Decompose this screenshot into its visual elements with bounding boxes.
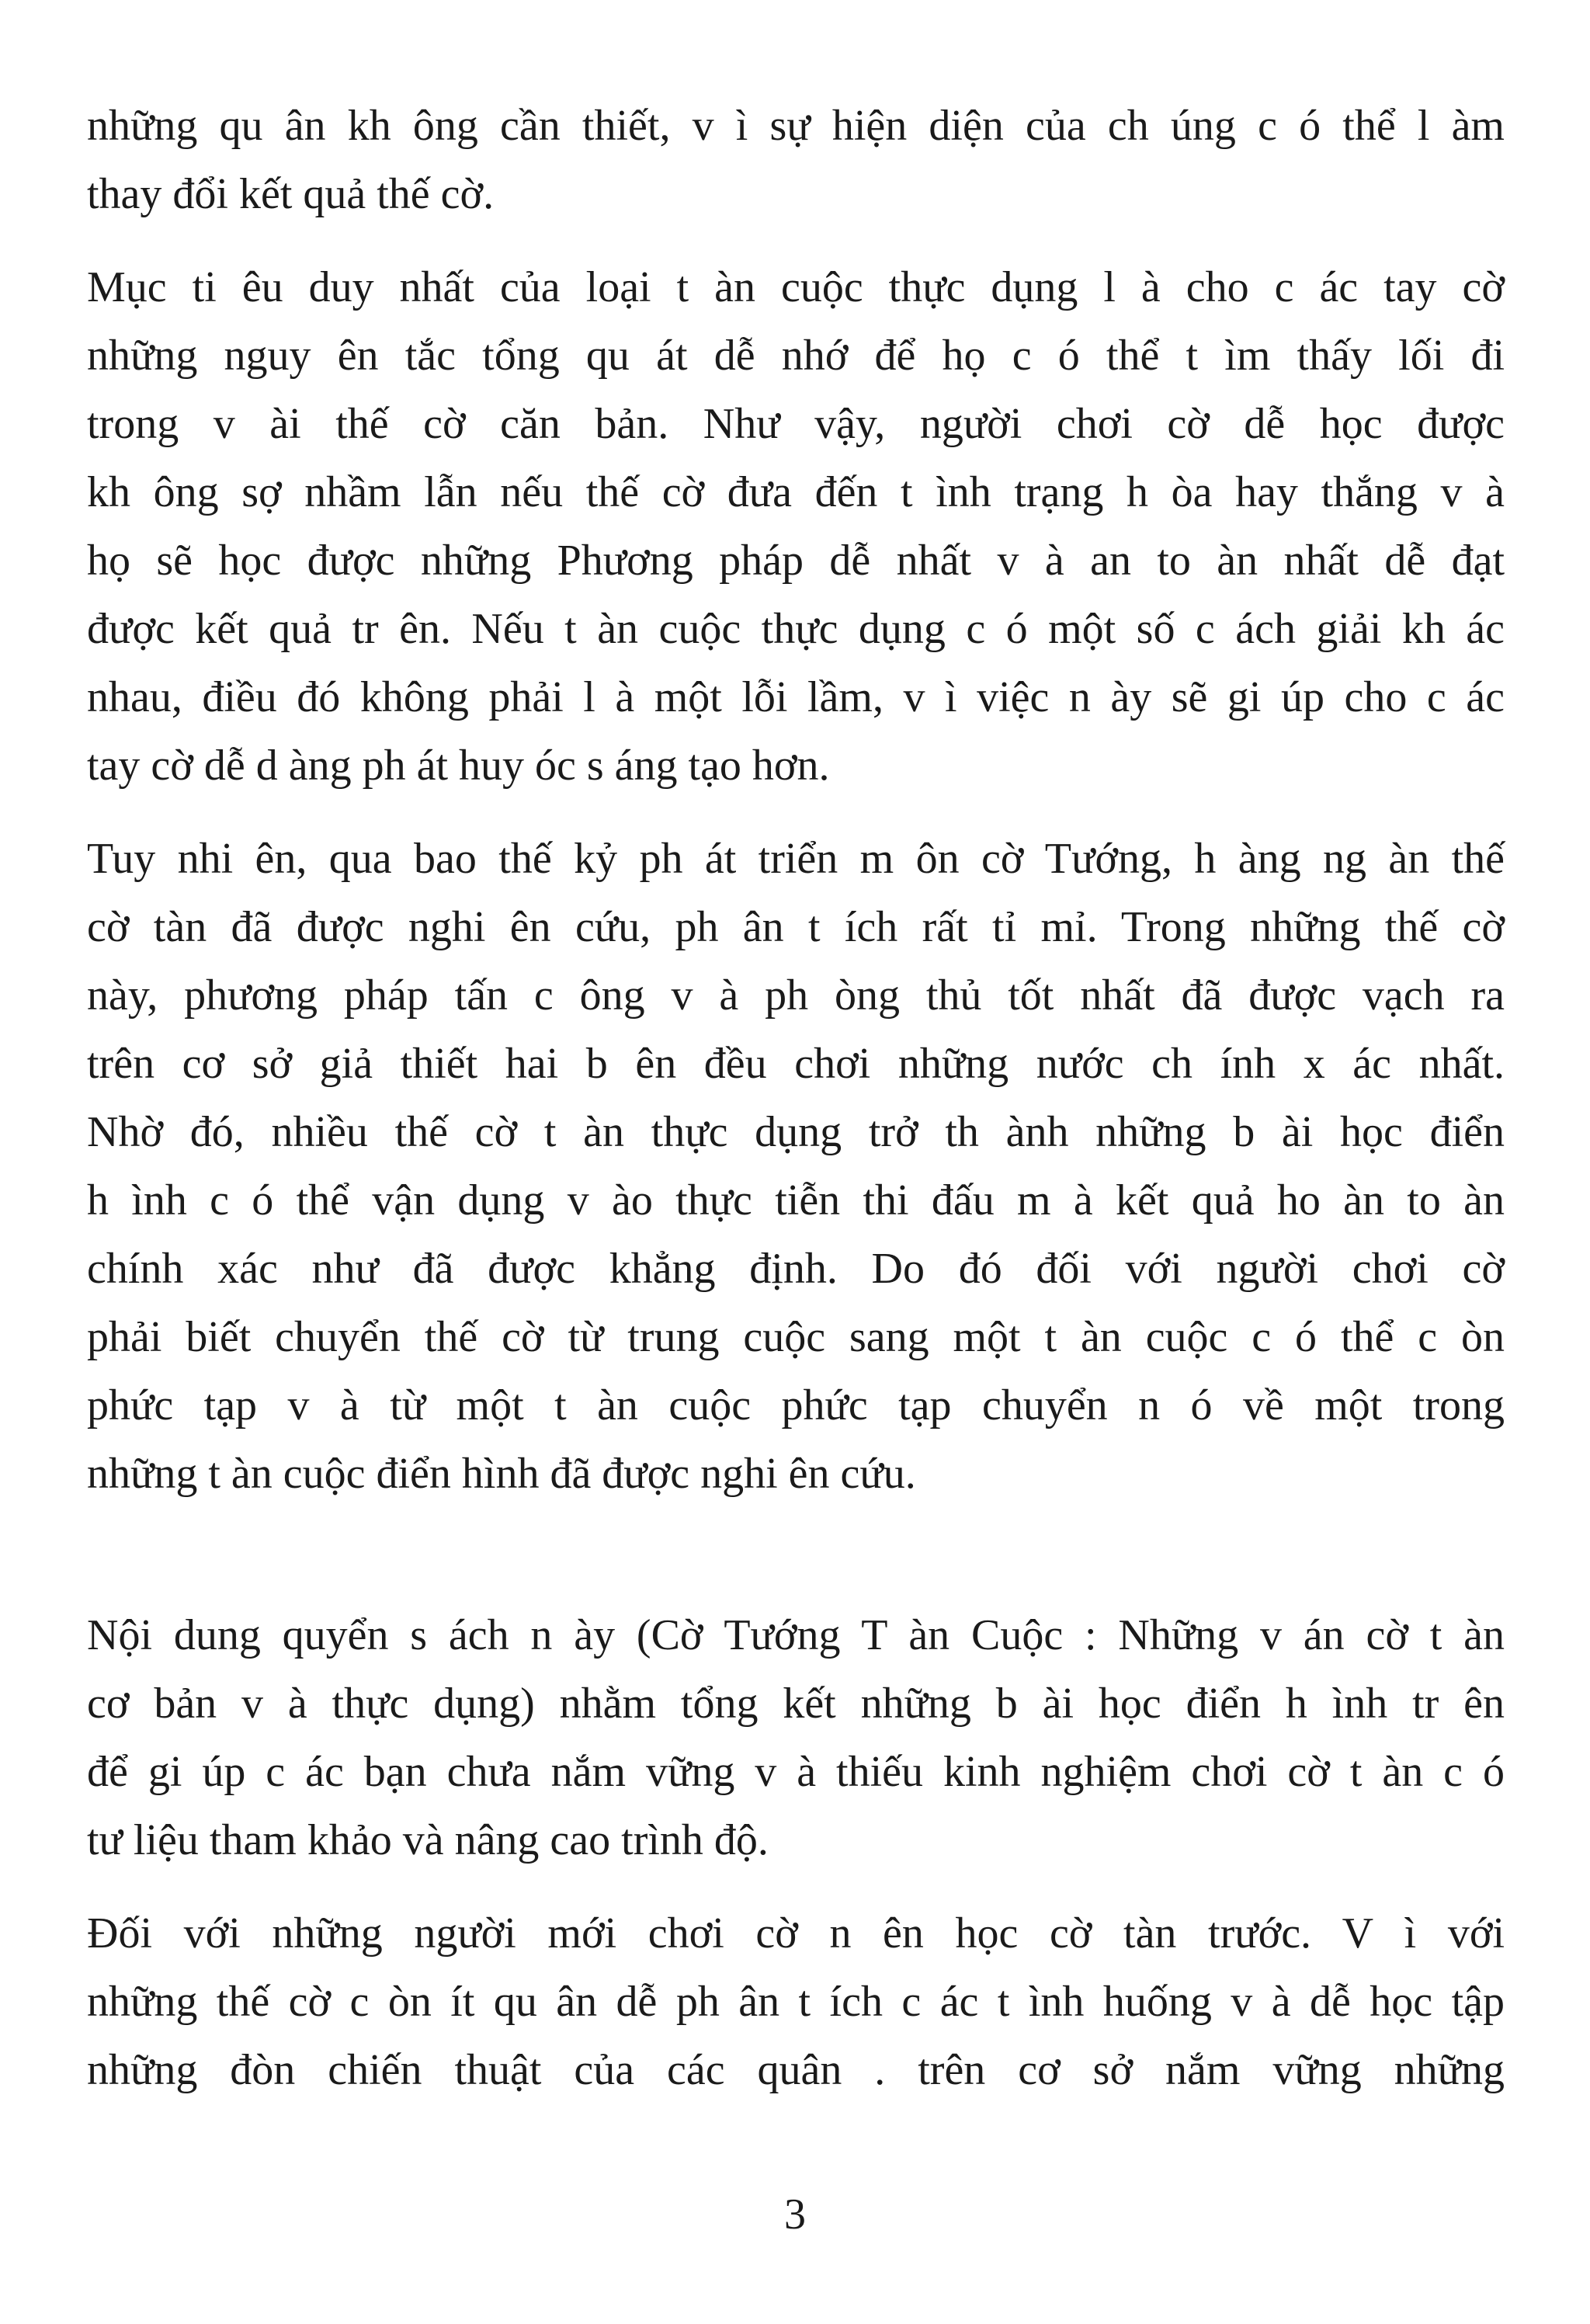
text-line: những đòn chiến thuật của các quân . trên cơ sở nắm vững những xyxy=(87,2046,1505,2094)
text-line: này, phương pháp tấn c ông v à ph òng thủ tốt nhất đã được vạch ra xyxy=(87,971,1505,1020)
body-text xyxy=(87,92,1505,2104)
text-line: tư liệu tham khảo và nâng cao trình độ. xyxy=(87,1816,769,1864)
text-line: tay cờ dễ d àng ph át huy óc s áng tạo hơn. xyxy=(87,742,830,790)
text-line: phức tạp v à từ một t àn cuộc phức tạp chuyển n ó về một trong xyxy=(87,1381,1505,1429)
text-line: những nguy ên tắc tổng qu át dễ nhớ để họ c ó thể t ìm thấy lối đi xyxy=(87,332,1505,380)
paragraph-5 xyxy=(87,1899,1505,2104)
paragraph-2 xyxy=(87,253,1505,800)
text-line: được kết quả tr ên. Nếu t àn cuộc thực dụng c ó một số c ách giải kh ác xyxy=(87,605,1505,653)
text-line: những t àn cuộc điển hình đã được nghi ên cứu. xyxy=(87,1450,916,1498)
text-line: kh ông sợ nhầm lẫn nếu thế cờ đưa đến t ình trạng h òa hay thắng v à xyxy=(87,468,1505,516)
text-line: để gi úp c ác bạn chưa nắm vững v à thiếu kinh nghiệm chơi cờ t àn c ó xyxy=(87,1748,1505,1796)
text-line: Nội dung quyển s ách n ày (Cờ Tướng T àn Cuộc : Những v án cờ t àn xyxy=(87,1611,1505,1659)
text-line: cờ tàn đã được nghi ên cứu, ph ân t ích rất tỉ mỉ. Trong những thế cờ xyxy=(87,903,1505,951)
text-line: thay đổi kết quả thế cờ. xyxy=(87,170,495,218)
text-line: những qu ân kh ông cần thiết, v ì sự hiện diện của ch úng c ó thể l àm xyxy=(87,102,1505,150)
paragraph-1 xyxy=(87,92,1505,228)
text-line: phải biết chuyển thế cờ từ trung cuộc sang một t àn cuộc c ó thể c òn xyxy=(87,1313,1505,1361)
text-line: Đối với những người mới chơi cờ n ên học cờ tàn trước. V ì với xyxy=(87,1909,1505,1958)
paragraph-4 xyxy=(87,1601,1505,1874)
page-number: 3 xyxy=(784,2190,806,2239)
text-line: trên cơ sở giả thiết hai b ên đều chơi những nước ch ính x ác nhất. xyxy=(87,1040,1505,1088)
text-line: Mục ti êu duy nhất của loại t àn cuộc thực dụng l à cho c ác tay cờ xyxy=(87,263,1505,311)
paragraph-3 xyxy=(87,825,1505,1508)
text-line: Nhờ đó, nhiều thế cờ t àn thực dụng trở th ành những b ài học điển xyxy=(87,1108,1505,1156)
text-line: nhau, điều đó không phải l à một lỗi lầm, v ì việc n ày sẽ gi úp cho c ác xyxy=(87,673,1505,721)
text-line: cơ bản v à thực dụng) nhằm tổng kết những b ài học điển h ình tr ên xyxy=(87,1680,1505,1728)
text-line: h ình c ó thể vận dụng v ào thực tiễn thi đấu m à kết quả ho àn to àn xyxy=(87,1176,1505,1225)
text-line: chính xác như đã được khẳng định. Do đó đối với người chơi cờ xyxy=(87,1245,1505,1293)
text-line: Tuy nhi ên, qua bao thế kỷ ph át triển m ôn cờ Tướng, h àng ng àn thế xyxy=(87,835,1505,883)
text-line: họ sẽ học được những Phương pháp dễ nhất v à an to àn nhất dễ đạt xyxy=(87,537,1505,585)
text-line: những thế cờ c òn ít qu ân dễ ph ân t ích c ác t ình huống v à dễ học tập xyxy=(87,1978,1505,2026)
text-line: trong v ài thế cờ căn bản. Như vậy, người chơi cờ dễ học được xyxy=(87,400,1505,448)
